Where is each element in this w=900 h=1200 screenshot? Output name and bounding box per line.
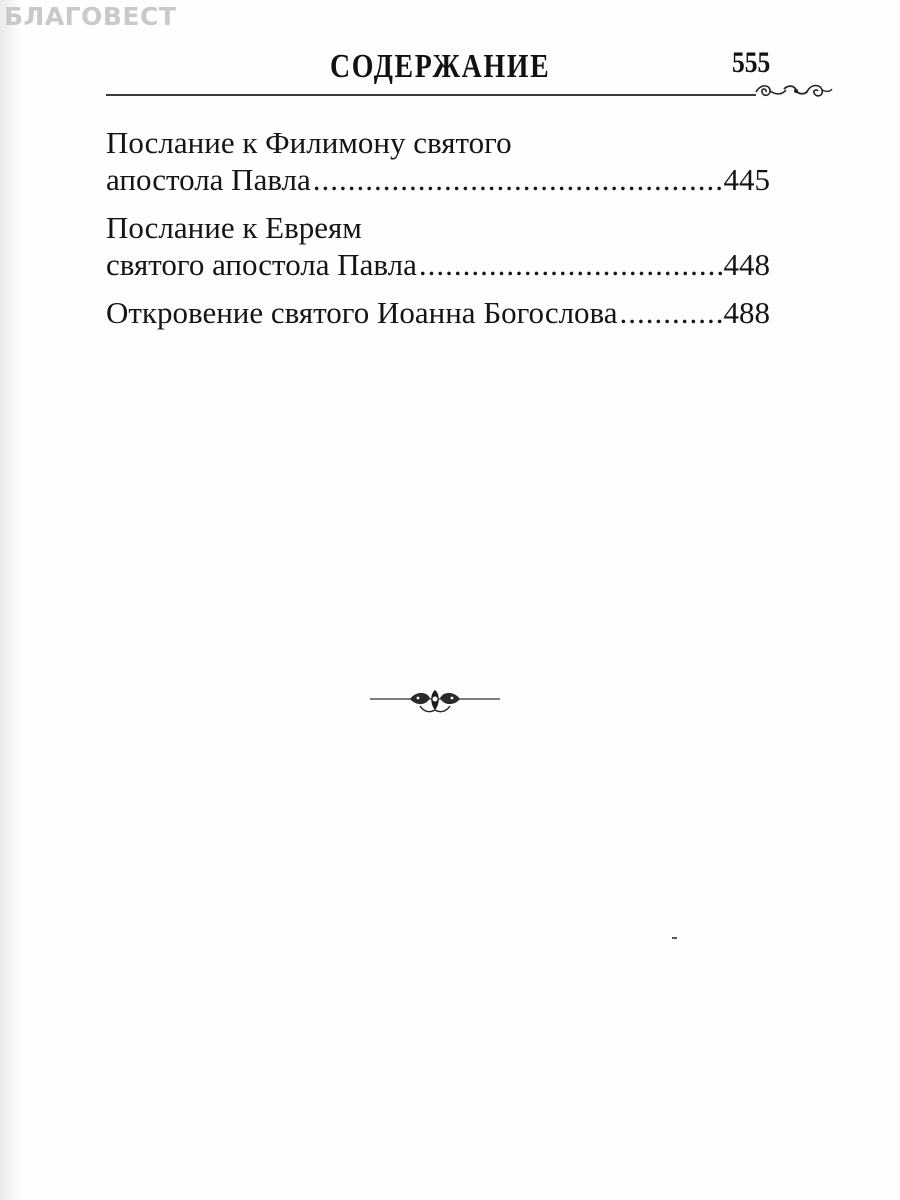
toc-entry [106, 294, 770, 331]
toc-entry-title-cont: апостола Павла [106, 162, 311, 197]
print-speck [672, 937, 677, 939]
page-edge-shadow [0, 0, 20, 1200]
toc-entry-title: Послание к Евреям [106, 210, 362, 245]
toc-entry-line [106, 209, 770, 246]
scroll-flourish-icon [754, 80, 834, 106]
dot-leader [419, 246, 722, 283]
toc-entry-line [106, 294, 770, 331]
dot-leader [313, 161, 722, 198]
toc-entry-title-cont: святого апостола Павла [106, 247, 417, 282]
watermark: БЛАГОВЕСТ [4, 2, 177, 31]
toc-entry-line [106, 246, 770, 283]
toc-page-number: 448 [723, 247, 770, 282]
toc-page-number: 445 [723, 162, 770, 197]
floral-vignette-icon [368, 686, 502, 716]
toc-page-number: 488 [723, 295, 770, 330]
running-head: СОДЕРЖАНИЕ [330, 48, 551, 85]
dot-leader [620, 294, 722, 331]
toc-entry-line [106, 124, 770, 161]
page-number: 555 [732, 46, 771, 79]
toc-entry [106, 209, 770, 283]
header-rule [106, 94, 756, 96]
toc-entry [106, 124, 770, 198]
toc-entry-line [106, 161, 770, 198]
toc-entry-title: Послание к Филимону святого [106, 125, 512, 160]
toc-entry-title: Откровение святого Иоанна Богослова [106, 295, 618, 330]
table-of-contents [106, 124, 770, 342]
